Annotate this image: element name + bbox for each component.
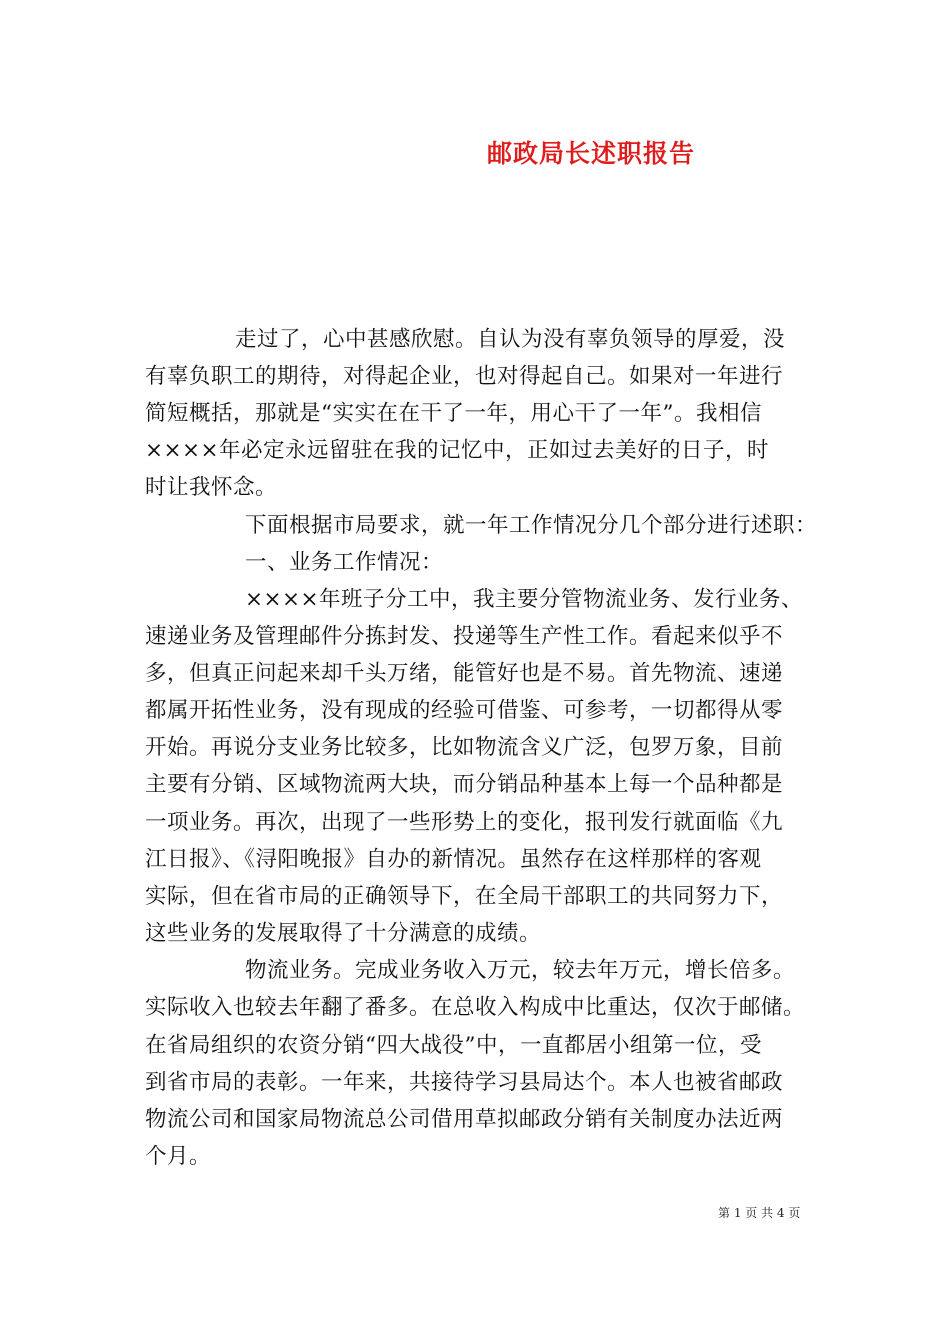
text-line: 实际收入也较去年翻了番多。在总收入构成中比重达，仅次于邮储。 — [145, 995, 806, 1020]
text-line: 主要有分销、区域物流两大块，而分销品种基本上每一个品种都是 — [145, 772, 784, 797]
text-line: 开始。再说分支业务比较多，比如物流含义广泛，包罗万象，目前 — [145, 735, 784, 760]
text-line: ××××年必定永远留驻在我的记忆中，正如过去美好的日子，时 — [145, 438, 770, 463]
text-line: 物流公司和国家局物流总公司借用草拟邮政分销有关制度办法近两 — [145, 1107, 784, 1132]
text-line: 实际，但在省市局的正确领导下，在全局干部职工的共同努力下， — [145, 884, 784, 909]
document-title: 邮政局长述职报告 — [487, 139, 696, 168]
text-line: 个月。 — [145, 1144, 212, 1169]
text-line: 速递业务及管理邮件分拣封发、投递等生产性工作。看起来似乎不 — [145, 624, 784, 649]
text-line: 这些业务的发展取得了十分满意的成绩。 — [145, 921, 542, 946]
text-line: 到省市局的表彰。一年来，共接待学习县局达个。本人也被省邮政 — [145, 1070, 784, 1095]
section-heading: 一、业务工作情况： — [245, 550, 444, 575]
text-line: 物流业务。完成业务收入万元，较去年万元，增长倍多。 — [245, 958, 796, 983]
text-line: 简短概括，那就是“实实在在干了一年，用心干了一年”。我相信 — [145, 401, 762, 426]
text-line: 一项业务。再次，出现了一些形势上的变化，报刊发行就面临《九 — [145, 810, 784, 835]
text-line: 时让我怀念。 — [145, 475, 278, 500]
text-line: 都属开拓性业务，没有现成的经验可借鉴、可参考，一切都得从零 — [145, 698, 784, 723]
text-line: 有辜负职工的期待，对得起企业，也对得起自己。如果对一年进行 — [145, 364, 784, 389]
text-line: 在省局组织的农资分销“四大战役”中，一直都居小组第一位，受 — [145, 1033, 762, 1058]
text-line: ××××年班子分工中，我主要分管物流业务、发行业务、 — [245, 587, 804, 612]
page-number-footer: 第 1 页 共 4 页 — [718, 1206, 801, 1220]
text-line: 多，但真正问起来却千头万绪，能管好也是不易。首先物流、速递 — [145, 661, 784, 686]
text-line: 下面根据市局要求，就一年工作情况分几个部分进行述职： — [245, 513, 818, 538]
text-line: 江日报》、《浔阳晚报》自办的新情况。虽然存在这样那样的客观 — [145, 847, 762, 872]
text-line: 走过了，心中甚感欣慰。自认为没有辜负领导的厚爱，没 — [235, 327, 786, 352]
